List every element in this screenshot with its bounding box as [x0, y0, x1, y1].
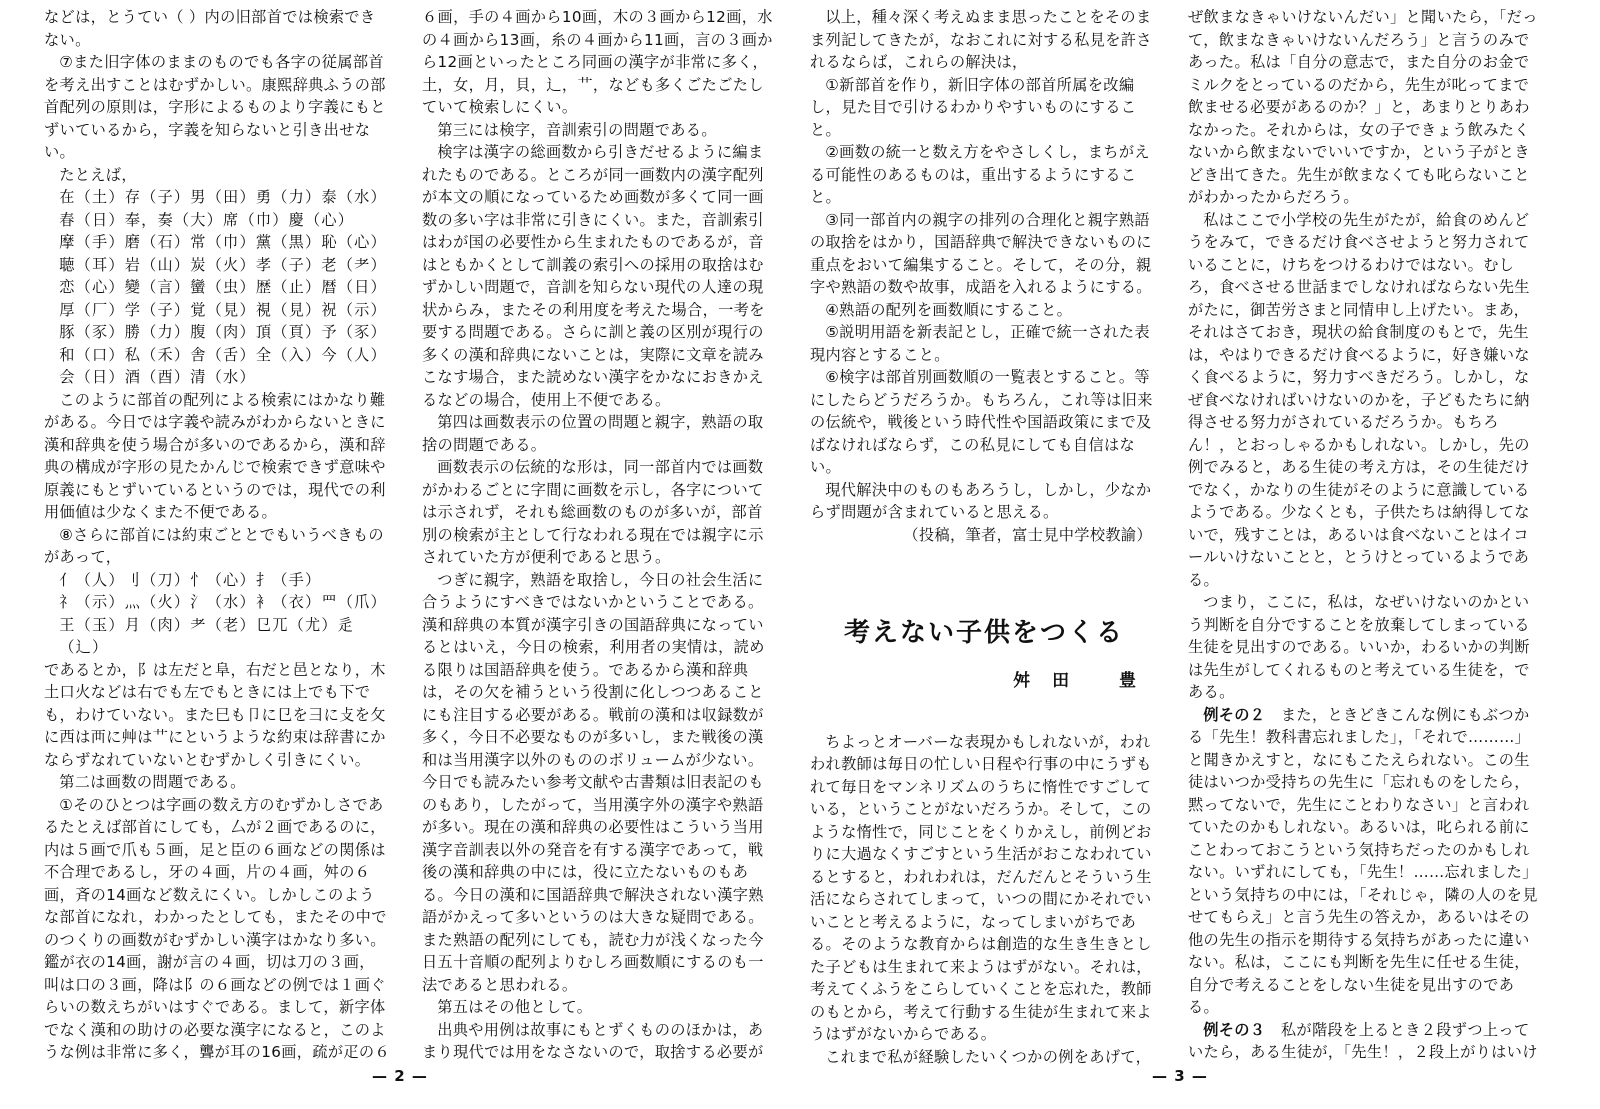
- body-paragraph: などは，とうてい（ ）内の旧部首では検索できない。: [44, 8, 376, 49]
- body-paragraph: 厚（厂）学（子）覚（見）視（見）祝（示）: [59, 300, 387, 319]
- body-paragraph: 画数表示の伝統的な形は，同一部首内では画数がかわるごとに字間に画数を示し，各字については示されず，それも総画数のものが多いが，部首別の検索が主として行なわれる現在では親字に示されていた方が便利であると思う。: [422, 458, 764, 566]
- body-paragraph: 私はここで小学校の先生がたが，給食のめんどうをみて，できるだけ食べさせようと努力されていることに，けちをつけるわけではない。むしろ，食べさせる世話までしなければならない先生がたに，御苦労さまと同情申し上げたい。まあ，それはさておき，現状の給食制度のもとで，先生は，やはりできるだけ食べるように，好き嫌いなく食べるように，努力すべきだろう。しかし，なぜ食べなければいけないのかを，子どもたちに納得させる努力がされているだろうか。もちろん！，とおっしゃるかもしれない。しかし，先の例でみると，ある生徒の考え方は，その生徒だけでなく，かなりの生徒がそのように意識しているようである。少なくとも，子供たちは納得してないで，残すことは，あるいは食べないことはイコールいけないことと，とうけとっているようである。: [1188, 210, 1530, 589]
- body-paragraph: （投稿，筆者，富士見中学校教諭）: [903, 525, 1152, 544]
- body-paragraph: 例その３ 私が階段を上るとき２段ずつ上っていたら，ある生徒が，「先生！，２段上がりはいけ: [1188, 1020, 1538, 1061]
- body-paragraph: ちよっとオーバーな表現かもしれないが，われわれ教師は毎日の忙しい日程や行事の中にうずもれて毎日をマンネリズムのうちに惰性ですごしている，ということがないだろうか。そして，このような惰性で，同じことをくりかえし，前例どおりに大過なくすごすという生活がおこなわれているとすると，われわれは，だんだんとそういう生活にならされてしまって，いつの間にかそれでいいことと考えるように，なってしまいがちである。そのような教育からは創造的な生き生きとした子どもは生まれて来ようはずがない。それは，考えてくふうをこらしていくことを忘れた，教師のもとから，考えて行動する生徒が生まれて来ようはずがないからである。: [810, 732, 1152, 1043]
- body-paragraph: 礻（示）灬（火）氵（水）衤（衣）罒（爪）: [59, 593, 387, 611]
- body-paragraph: 以上，種々深く考えぬまま思ったことをそのまま列記してきたが，なおこれに対する私見を許されるならば，これらの解決は，: [810, 8, 1152, 71]
- body-paragraph: 春（日）奉，奏（大）席（巾）慶（心）: [59, 210, 355, 229]
- page-number-3: — 3 —: [1152, 1067, 1208, 1085]
- article-author: 舛田 豊: [1013, 671, 1158, 691]
- left-page-column-2: [422, 6, 774, 1066]
- body-paragraph: 聴（耳）岩（山）炭（火）孝（子）老（耂）: [59, 255, 387, 274]
- body-paragraph: ⑦また旧字体のままのものでも各字の従属部首を考え出すことはむずかしい。康熙辞典ふうの部首配列の原則は，字形によるものより字義にもとずいているから，字義を知らないと引き出せない。: [44, 53, 386, 161]
- body-paragraph: このように部首の配列による検索にはかなり難がある。今日では字義や読みがわからないときに漢和辞典を使う場合が多いのであるから，漢和辞典の構成が字形の見たかんじで検索できず意味や原義にもとずいているというのでは，現代での利用価値は少なくまた不便である。: [44, 390, 386, 521]
- body-paragraph: 第二は画数の問題である。: [59, 773, 246, 791]
- body-paragraph: 在（土）存（子）男（田）勇（力）泰（水）: [59, 188, 387, 206]
- body-paragraph: これまで私が経験したいくつかの例をあげて，: [825, 1047, 1152, 1066]
- body-paragraph: ①そのひとつは字画の数え方のむずかしさであるたとえば部首にしても，厶が２画であるのに，内は５画で爪も５画，足と臣の６画などの関係は不合理であるし，牙の４画，片の４画，舛の６画，斉の14画など数えにくい。しかしこのような部首になれ，わかったとしても，またその中でのつくりの画数がむずかしい漢字はかなり多い。鑑が衣の14画，謝が言の４画，切は刀の３画，叫は口の３画，降は阝の６画などの例では１画ぐらいの数えちがいはすぐである。まして，新字体でなく漢和の助けの必要な漢字になると，このような例は非常に多く，聾が耳の16画，疏が疋の６: [44, 795, 390, 1061]
- right-page: [800, 0, 1600, 1109]
- body-paragraph: ②画数の統一と数え方をやさしくし，まちがえる可能性のあるものは，重出するようにすること。: [810, 143, 1150, 206]
- body-paragraph: ６画，手の４画から10画，木の３画から12画，水の４画から13画，糸の４画から11画，言の３画から12画といったところ同画の漢字が非常に多く，土，女，月，貝，辶，艹，なども多くごたごたしていて検索しにくい。: [422, 8, 773, 116]
- left-page-column-1: [44, 6, 390, 1066]
- body-paragraph: ⑤説明用語を新表記とし，正確で統一された表現内容とすること。: [810, 323, 1150, 364]
- body-paragraph: 例その２ また，ときどきこんな例にもぶつかる「先生！教科書忘れました」，「それで………」と聞きかえすと，なにもこたえられない。この生徒はいつか受持ちの先生に「忘れものをしたら，黙ってないで，先生にことわりなさい」と言われていたのかもしれない。あるいは，叱られる前にことわっておこうという気持ちだったのかもしれない。いずれにしても，「先生！……忘れました」という気持ちの中には，「それじゃ，隣の人のを見せてもらえ」と言う先生の答えか，あるいはその他の先生の指示を期待する気持ちがあったに違いない。私は，ここにも判断を先生に任せる生徒，自分で考えることをしない生徒を見出すのである。: [1188, 705, 1538, 1016]
- body-paragraph: つぎに親字，熟語を取捨し，今日の社会生活に合うようにすべきではないかということである。漢和辞典の本質が漢字引きの国語辞典になっているとはいえ，今日の検索，利用者の実情は，読める限りは国語辞典を使う。であるから漢和辞典は，その欠を補うという役割に化しつつあることにも注目する必要がある。戦前の漢和は収録数が多く，今日不必要なものが多いし，また戦後の漢和は当用漢字以外のもののボリュームが少ない。今日でも読みたい参考文献や古書類は旧表記のものもあり，したがって，当用漢字外の漢字や熟語が多い。現在の漢和辞典の必要性はこういう当用漢字音訓表以外の発音を有する漢字であって，戦後の漢和辞典の中には，役に立たないものもある。今日の漢和に国語辞典で解決されない漢字熟語がかえって多いというのは大きな疑問である。また熟語の配列にしても，読む力が浅くなった今日五十音順の配列よりむしろ画数順にするのも一法であると思われる。: [422, 570, 765, 994]
- body-paragraph: たとえば，: [59, 165, 137, 184]
- body-paragraph: 和（口）私（禾）舎（舌）全（入）今（人）: [59, 345, 387, 364]
- right-page-column-2: [1188, 6, 1538, 1066]
- body-paragraph: であるとか，阝は左だと阜，右だと邑となり，木土口火などは右でも左でもときには上でも下でも，わけていない。また巳も卩に㔾を彐に攴を攵に西は襾に艸は艹にというような約束は辞書にかならずなれていないとむずかしく引きにくい。: [44, 660, 386, 769]
- article-title: 考えない子供をつくる: [843, 618, 1124, 648]
- body-paragraph: ぜ飲まなきゃいけないんだい」と聞いたら，「だって，飲まなきゃいけないんだろう」と言うのみであった。私は「自分の意志で，また自分のお金でミルクをとっているのだから，先生が叱ってまで飲ませる必要があるのか？」と，あまりとりあわなかった。それからは，女の子できょう飲みたくないから飲まないでいいですか，という子がときどき出てきた。先生が飲まなくても叱らないことがわかったからだろう。: [1188, 8, 1538, 206]
- body-paragraph: 亻（人）刂（刀）忄（心）扌（手）: [59, 570, 322, 589]
- body-paragraph: ③同一部首内の親字の排列の合理化と親字熟語の取捨をはかり，国語辞典で解決できないものに重点をおいて編集すること。そして，その分，親字や熟語の数や故事，成語を入れるようにする。: [810, 210, 1152, 296]
- right-page-column-1: [810, 6, 1158, 1066]
- body-paragraph: つまり，ここに，私は，なぜいけないのかという判断を自分ですることを放棄してしまっている生徒を見出すのである。いいか，わるいかの判断は先生がしてくれるものと考えている生徒を，である。: [1188, 593, 1530, 701]
- body-paragraph: 出典や用例は故事にもとずくもののほかは，あまり現代では用をなさないので，取捨する必要が: [422, 1020, 764, 1061]
- body-paragraph: ⑥検字は部首別画数順の一覧表とすること。等にしたらどうだろうか。もちろん，これ等は旧来の伝統や，戦後という時代性や国語政策にまで及ばなければならず，この私見にしても自信はない。: [810, 368, 1153, 476]
- page-number-2: — 2 —: [372, 1067, 428, 1085]
- body-paragraph: 現代解決中のものもあろうし，しかし，少なからず問題が含まれていると思える。: [810, 480, 1152, 521]
- body-paragraph: 第三には検字，音訓索引の問題である。: [437, 120, 717, 139]
- body-paragraph: 第四は画数表示の位置の問題と親字，熟語の取捨の問題である。: [422, 413, 764, 454]
- body-paragraph: 摩（手）磨（石）常（巾）黨（黒）恥（心）: [59, 233, 387, 251]
- body-paragraph: ④熟語の配列を画数順にすること。: [825, 300, 1073, 319]
- body-paragraph: 豚（豕）勝（力）腹（肉）頂（頁）予（豕）: [59, 323, 387, 341]
- body-paragraph: 恋（心）變（言）蠻（虫）歴（止）暦（日）: [59, 278, 387, 296]
- body-paragraph: ①新部首を作り，新旧字体の部首所属を改編し，見た目で引けるわかりやすいものにすること。: [810, 75, 1137, 139]
- body-paragraph: 会（日）酒（酉）清（水）: [59, 368, 256, 386]
- body-paragraph: 第五はその他として。: [437, 998, 593, 1016]
- body-paragraph: ⑧さらに部首には約束ごととでもいうべきものがあって，: [44, 525, 384, 566]
- body-paragraph: 王（玉）月（肉）耂（老）㔾兀（尤）辵（辶）: [59, 615, 355, 656]
- body-paragraph: 検字は漢字の総画数から引きだせるように編まれたものである。ところが同一画数内の漢字配列が本文の順になっているため画数が多くて同一画数の多い字は非常に引きにくい。また，音訓索引はわが国の必要性から生まれたものであるが，音はともかくとして訓義の索引への採用の取捨はむずかしい問題で，音訓を知らない現代の人達の現状からみ，またその利用度を考えた場合，一考を要する問題である。さらに訓と義の区別が現行の多くの漢和辞典にないことは，実際に文章を読みこなす場合，また読めない漢字をかなにおきかえるなどの場合，使用上不便である。: [422, 143, 765, 409]
